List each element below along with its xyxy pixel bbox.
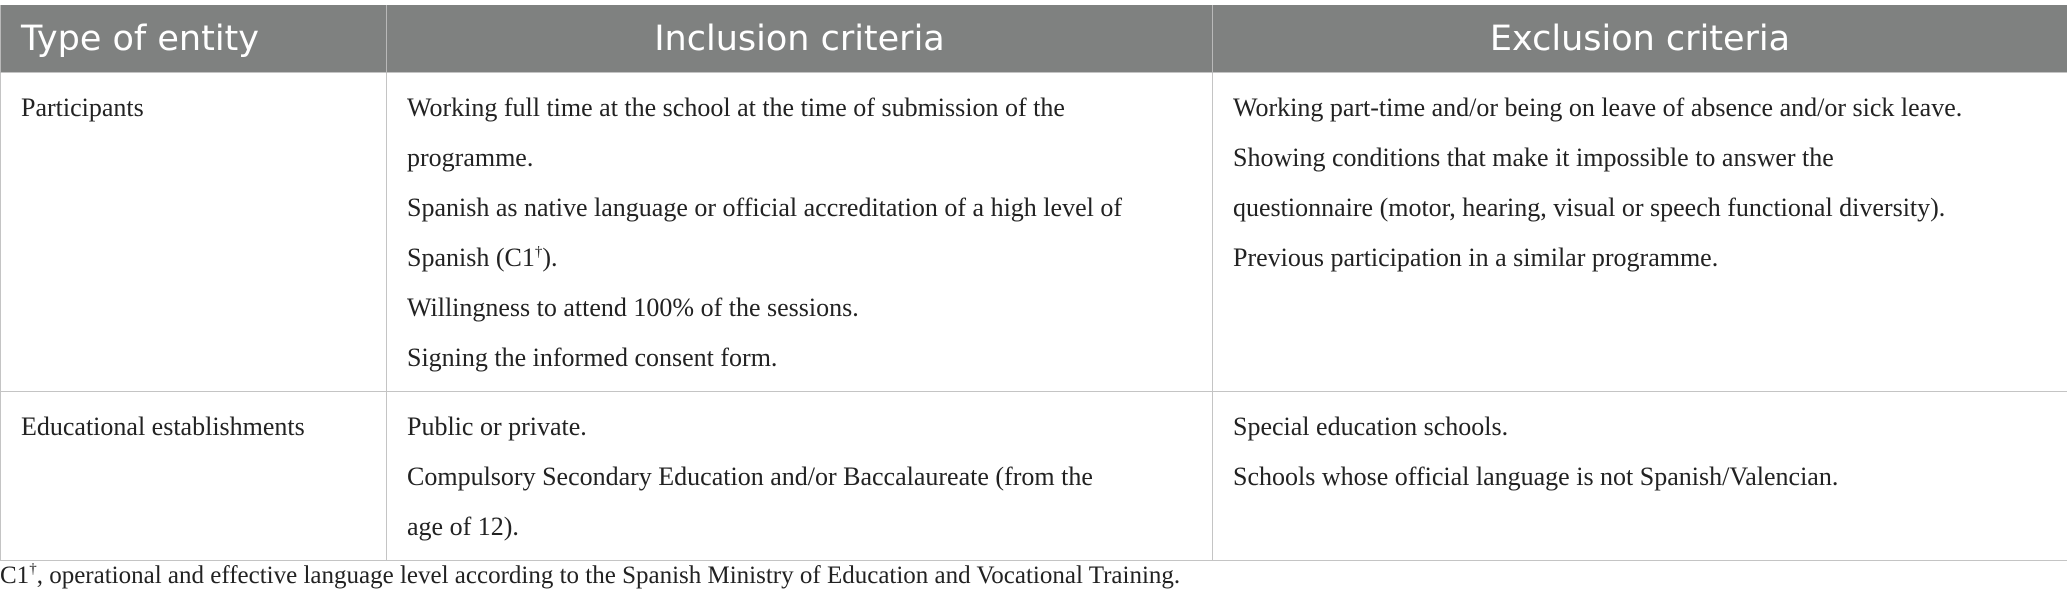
exclusion-cell: [1213, 73, 2067, 392]
criterion-line: Willingness to attend 100% of the sessions.: [407, 293, 859, 322]
footnote-term: C1: [0, 562, 30, 589]
entity-cell: [1, 392, 387, 561]
criterion-line: programme.: [407, 143, 534, 172]
inclusion-cell: [387, 73, 1213, 392]
entity-cell: [1, 73, 387, 392]
table-row-educational-establishments: [1, 392, 2067, 561]
criterion-line: Spanish as native language or official accreditation of a high level of: [407, 193, 1122, 222]
footnote-marker: †: [29, 561, 37, 577]
criterion-line: age of 12).: [407, 512, 519, 541]
header-exclusion-criteria: Exclusion criteria: [1213, 5, 2067, 73]
criterion-line: Compulsory Secondary Education and/or Baccalaureate (from the: [407, 462, 1093, 491]
entity-label: Educational establishments: [21, 412, 305, 441]
criterion-text: Spanish (C1: [407, 243, 535, 272]
criterion-line: Schools whose official language is not Spanish/Valencian.: [1233, 462, 1839, 491]
criterion-line: Special education schools.: [1233, 412, 1509, 441]
footnote-marker: †: [534, 244, 543, 260]
header-row: [1, 5, 2067, 73]
table-footnote: [0, 562, 1180, 590]
criterion-line: questionnaire (motor, hearing, visual or speech functional diversity).: [1233, 193, 1946, 222]
exclusion-cell: [1213, 392, 2067, 561]
criterion-line: Signing the informed consent form.: [407, 343, 778, 372]
table-row-participants: [1, 73, 2067, 392]
criterion-line: Showing conditions that make it impossible to answer the: [1233, 143, 1834, 172]
entity-label: Participants: [21, 93, 144, 122]
inclusion-cell: [387, 392, 1213, 561]
criterion-line: Previous participation in a similar programme.: [1233, 243, 1719, 272]
criterion-text-end: ).: [542, 243, 558, 272]
criteria-table: [0, 5, 2067, 561]
footnote-text: , operational and effective language level according to the Spanish Ministry of Education and Vocational Training.: [36, 562, 1181, 589]
header-type-of-entity: Type of entity: [1, 5, 387, 73]
criteria-table-container: [0, 5, 2067, 561]
header-inclusion-criteria: Inclusion criteria: [387, 5, 1213, 73]
criterion-line: Working full time at the school at the time of submission of the: [407, 93, 1065, 122]
criterion-line: Public or private.: [407, 412, 587, 441]
criterion-line: Working part-time and/or being on leave of absence and/or sick leave.: [1233, 93, 1963, 122]
criterion-line-with-footnote: [407, 233, 1192, 283]
